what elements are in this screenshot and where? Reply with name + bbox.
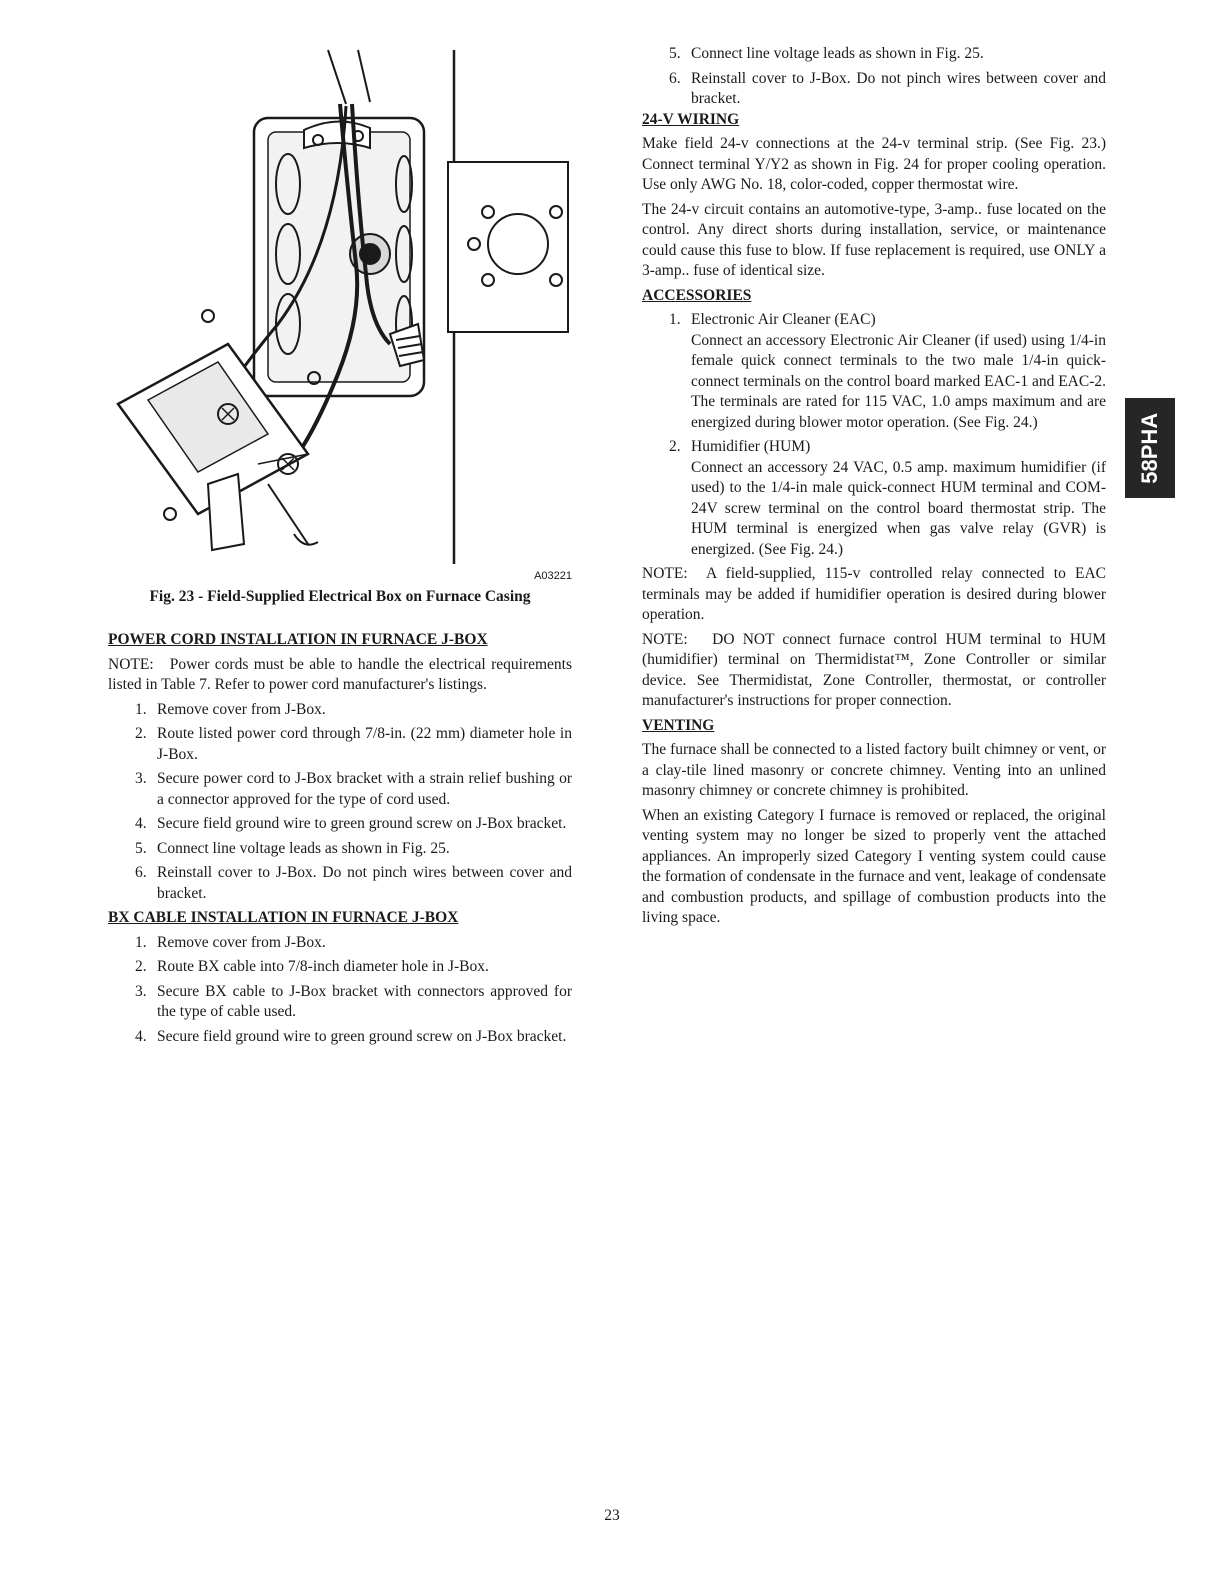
- step-text: Reinstall cover to J-Box. Do not pinch wires between cover and bracket.: [691, 69, 1106, 107]
- bx-cable-heading: BX CABLE INSTALLATION IN FURNACE J-BOX: [108, 909, 459, 926]
- venting-heading: VENTING: [642, 716, 715, 734]
- step-text: Secure power cord to J-Box bracket with a strain relief bushing or a connector approved for the type of cord used.: [157, 770, 572, 808]
- step-text: Connect line voltage leads as shown in Fig. 25.: [157, 839, 450, 857]
- step-number: 1.: [135, 933, 147, 951]
- bx-cable-steps: [108, 933, 572, 1048]
- wiring-24v-para2: The 24-v circuit contains an automotive-type, 3-amp.. fuse located on the control. Any direct shorts during installation, service, or maintenance could cause this fuse to blow. If fuse replacement is required, use ONLY a 3-amp.. fuse of identical size.: [642, 200, 1106, 279]
- list-item: [108, 933, 572, 954]
- list-item: [108, 839, 572, 860]
- page-number: 23: [604, 1507, 620, 1524]
- step-number: 6.: [669, 69, 681, 87]
- list-item: [642, 69, 1106, 110]
- wiring-24v-heading: 24-V WIRING: [642, 110, 740, 128]
- model-side-tab: [1125, 398, 1175, 498]
- list-item: [108, 769, 572, 810]
- step-number: 5.: [669, 45, 681, 62]
- accessories-heading: ACCESSORIES: [642, 286, 752, 304]
- item-text: Connect an accessory 24 VAC, 0.5 amp. maximum humidifier (if used) to the 1/4-in male quick-connect HUM terminal and COM-24V screw terminal on the control board thermostat strip. The HUM terminal is energized when gas valve relay (GVR) is energized. (See Fig. 24.): [691, 458, 1106, 558]
- step-text: Route BX cable into 7/8-inch diameter hole in J-Box.: [157, 958, 489, 975]
- note-text: DO NOT connect furnace control HUM terminal to HUM (humidifier) terminal on Thermidistat™, Zone Controller or similar device. See Thermidistat, Zone Controller, thermostat, or controller manufacturer's instructions for proper connection.: [642, 630, 1107, 709]
- list-item: [108, 982, 572, 1023]
- wiring-24v-para1: Make field 24-v connections at the 24-v terminal strip. (See Fig. 23.) Connect terminal Y/Y2 as shown in Fig. 24 for proper cooling operation. Use only AWG No. 18, color-coded, copper thermostat wire.: [642, 135, 1106, 193]
- step-text: Secure field ground wire to green ground screw on J-Box bracket.: [157, 1027, 567, 1045]
- step-text: Secure BX cable to J-Box bracket with connectors approved for the type of cable used.: [157, 982, 572, 1020]
- note-label: NOTE:: [642, 630, 688, 648]
- figure-code: A03221: [534, 570, 572, 582]
- step-text: Secure field ground wire to green ground screw on J-Box bracket.: [157, 815, 567, 832]
- list-item: [108, 863, 572, 904]
- list-item: [108, 814, 572, 835]
- list-item: [642, 310, 1106, 433]
- step-text: Connect line voltage leads as shown in Fig. 25.: [691, 45, 984, 62]
- item-title: Electronic Air Cleaner (EAC): [691, 311, 876, 328]
- item-title: Humidifier (HUM): [691, 438, 811, 455]
- list-item: [108, 724, 572, 765]
- step-number: 1.: [135, 700, 147, 718]
- accessories-note-1: [642, 564, 1106, 626]
- list-item: [642, 44, 1106, 65]
- accessories-note-2: [642, 630, 1106, 712]
- step-number: 6.: [135, 864, 147, 881]
- venting-para2: When an existing Category I furnace is removed or replaced, the original venting system may no longer be sized to properly vent the attached appliances. An improperly sized Category I venting system could cause the formation of condensate in the furnace and vent, leakage of condensate and combustion products, and spillage of combustion products into the living space.: [642, 806, 1106, 926]
- right-column: [642, 44, 1106, 929]
- step-number: 5.: [135, 839, 147, 857]
- step-number: 3.: [135, 770, 147, 787]
- accessories-list: [642, 310, 1106, 560]
- model-label: 58PHA: [1136, 412, 1162, 484]
- power-cord-heading: POWER CORD INSTALLATION IN FURNACE J-BOX: [108, 631, 488, 648]
- venting-para1: The furnace shall be connected to a listed factory built chimney or vent, or a clay-tile lined masonry or concrete chimney. Venting into an unlined masonry chimney or concrete chimney is prohibited.: [642, 741, 1106, 799]
- j-box-steps-continued: [642, 44, 1106, 110]
- item-number: 2.: [669, 438, 681, 455]
- list-item: [108, 700, 572, 721]
- step-text: Reinstall cover to J-Box. Do not pinch wires between cover and bracket.: [157, 864, 572, 902]
- step-number: 4.: [135, 1027, 147, 1045]
- step-number: 3.: [135, 982, 147, 1000]
- step-text: Remove cover from J-Box.: [157, 933, 326, 951]
- list-item: [108, 1027, 572, 1048]
- note-text: A field-supplied, 115-v controlled relay connected to EAC terminals may be added if humidifier operation is desired during blower operation.: [642, 565, 1107, 623]
- item-text: Connect an accessory Electronic Air Cleaner (if used) using 1/4-in female quick connect terminals to the two male 1/4-in quick-connect terminals on the control board marked EAC-1 and EAC-2. The terminals are rated for 115 VAC, 1.0 amps maximum and are energized during blower motor operation. (See Fig. 24.): [691, 331, 1106, 431]
- note-label: NOTE:: [642, 565, 688, 582]
- step-text: Remove cover from J-Box.: [157, 700, 326, 718]
- list-item: [642, 437, 1106, 560]
- step-number: 4.: [135, 815, 147, 832]
- electrical-box-illustration: [108, 44, 572, 584]
- figure-caption: Fig. 23 - Field-Supplied Electrical Box on Furnace Casing: [149, 588, 531, 605]
- step-number: 2.: [135, 958, 147, 975]
- list-item: [108, 957, 572, 978]
- power-cord-steps: [108, 700, 572, 905]
- power-cord-note: [108, 655, 572, 696]
- item-number: 1.: [669, 311, 681, 328]
- left-column: [108, 630, 572, 1047]
- note-label: NOTE:: [108, 655, 154, 673]
- figure-23: [108, 44, 572, 584]
- step-text: Route listed power cord through 7/8-in. (22 mm) diameter hole in J-Box.: [157, 725, 572, 763]
- note-text: Power cords must be able to handle the electrical requirements listed in Table 7. Refer to power cord manufacturer's listings.: [108, 655, 573, 693]
- step-number: 2.: [135, 725, 147, 742]
